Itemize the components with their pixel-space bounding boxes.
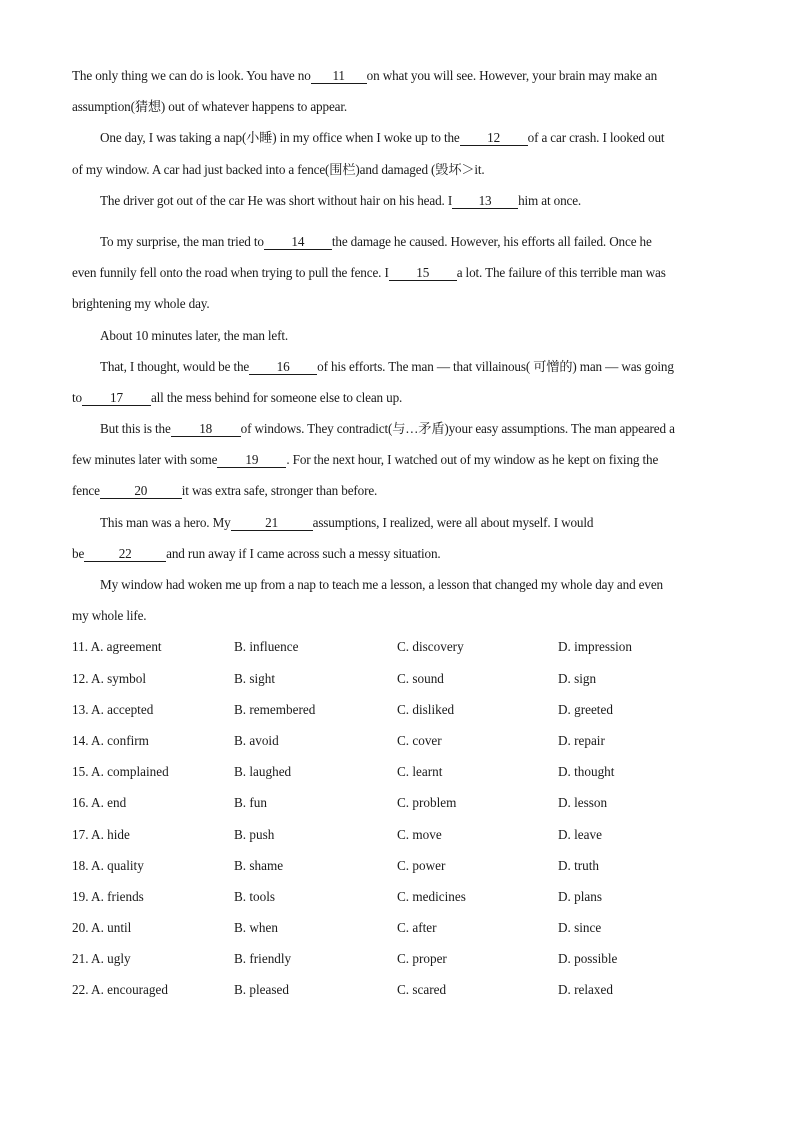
blank-11: 11	[311, 69, 367, 84]
passage-line: To my surprise, the man tried to 14 the damage he caused. However, his efforts all failed. Once he	[100, 233, 652, 249]
option-row: 20. A. until B. when C. after D. since	[72, 920, 602, 936]
passage-line: One day, I was taking a nap(小睡) in my office when I woke up to the 12 of a car crash. I looked out	[100, 130, 665, 146]
option-row: 15. A. complained B. laughed C. learnt D. thought	[72, 764, 615, 780]
option-row: 12. A. symbol B. sight C. sound D. sign	[72, 670, 597, 686]
blank-18: 18	[171, 422, 241, 437]
option-row: 11. A. agreement B. influence C. discovery D. impression	[72, 639, 632, 655]
passage-line: But this is the 18 of windows. They contradict(与…矛盾)your easy assumptions. The man appeared a	[100, 421, 675, 437]
passage-line: brightening my whole day.	[72, 296, 210, 312]
option-row: 16. A. end B. fun C. problem D. lesson	[72, 795, 608, 811]
option-row: 17. A. hide B. push C. move D. leave	[72, 826, 602, 842]
passage-line: assumption(猜想) out of whatever happens to appear.	[72, 99, 348, 115]
passage-line: The only thing we can do is look. You have no 11 on what you will see. However, your brain may make an	[72, 68, 658, 83]
passage-line: That, I thought, would be the 16 of his efforts. The man — that villainous( 可憎的) man — was going	[100, 358, 674, 374]
document-page	[72, 60, 722, 1006]
passage-line: to 17 all the mess behind for someone else to clean up.	[72, 389, 403, 405]
blank-20: 20	[100, 484, 182, 499]
option-row: 18. A. quality B. shame C. power D. truth	[72, 857, 600, 873]
passage-line: few minutes later with some 19 . For the next hour, I watched out of my window as he kept on fixing the	[72, 452, 659, 468]
passage-line: The driver got out of the car He was short without hair on his head. I 13 him at once.	[100, 192, 582, 208]
blank-12: 12	[460, 131, 528, 146]
option-row: 19. A. friends B. tools C. medicines D. plans	[72, 888, 602, 904]
passage-line: be 22 and run away if I came across such a messy situation.	[72, 545, 441, 561]
passage-line: About 10 minutes later, the man left.	[100, 327, 289, 343]
blank-16: 16	[249, 360, 317, 375]
blank-21: 21	[231, 516, 313, 531]
blank-19: 19	[217, 453, 286, 468]
option-row: 14. A. confirm B. avoid C. cover D. repair	[72, 732, 605, 748]
option-row: 13. A. accepted B. remembered C. disliked D. greeted	[72, 701, 613, 717]
passage-line: my whole life.	[72, 608, 147, 624]
blank-22: 22	[84, 547, 166, 562]
passage-line: fence 20 it was extra safe, stronger than before.	[72, 483, 378, 499]
option-row: 21. A. ugly B. friendly C. proper D. possible	[72, 951, 618, 967]
blank-13: 13	[452, 194, 518, 209]
passage-line: of my window. A car had just backed into a fence(围栏)and damaged (毁坏＞it.	[72, 161, 485, 177]
passage-line: My window had woken me up from a nap to teach me a lesson, a lesson that changed my whole day and even	[100, 577, 663, 592]
passage-line: even funnily fell onto the road when trying to pull the fence. I 15 a lot. The failure of this terrible man was	[72, 265, 666, 281]
option-row: 22. A. encouraged B. pleased C. scared D. relaxed	[72, 982, 613, 998]
blank-14: 14	[264, 235, 332, 250]
blank-17: 17	[82, 391, 151, 406]
blank-15: 15	[389, 266, 457, 281]
answer-options	[72, 631, 722, 1005]
cloze-passage	[72, 60, 722, 631]
passage-line: This man was a hero. My 21 assumptions, I realized, were all about myself. I would	[100, 514, 594, 530]
